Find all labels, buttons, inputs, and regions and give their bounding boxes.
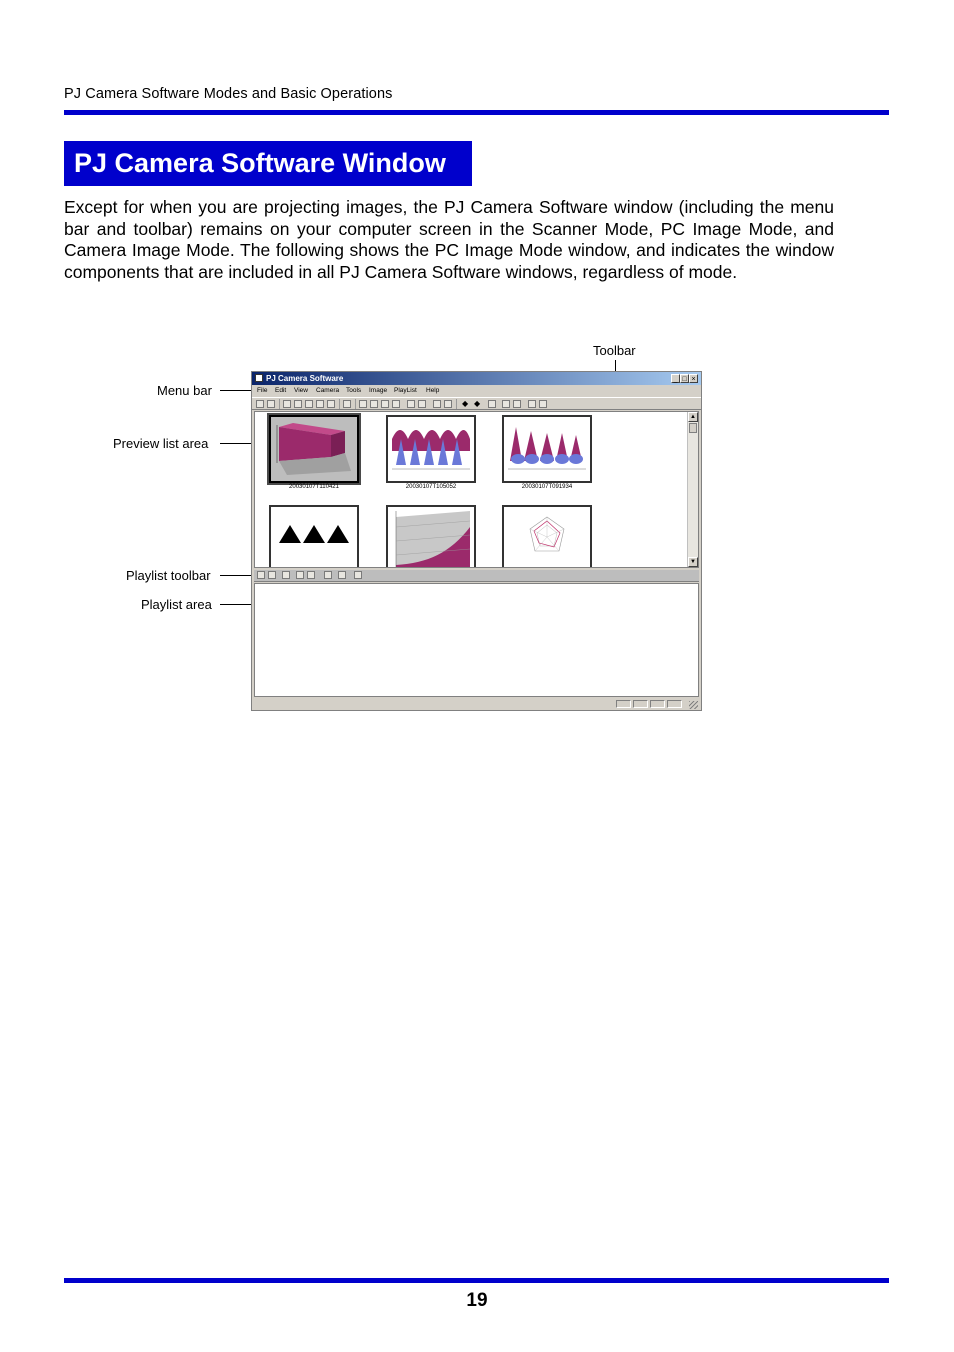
thumbnail-2-caption: 20030107T105052: [405, 484, 457, 490]
crop-icon[interactable]: [433, 400, 441, 408]
save-playlist-icon[interactable]: [282, 571, 290, 579]
pc-image-4-icon[interactable]: [327, 400, 335, 408]
resize-grip-icon[interactable]: [689, 701, 698, 709]
add-image-icon[interactable]: [296, 571, 304, 579]
thumbnail-6[interactable]: [502, 505, 592, 568]
body-paragraph: Except for when you are projecting images, the PJ Camera Software window (including the menu bar and toolbar) remains on your computer screen in the Scanner Mode, PC Image Mode, and Camera Image Mode. The following shows the PC Image Mode window, and indicates the window components that are included in all PJ Camera Software windows, regardless of mode.: [64, 197, 834, 282]
status-panel: [633, 700, 648, 708]
cone-chart-image: [388, 417, 474, 481]
callout-playlist-area: Playlist area: [141, 597, 212, 612]
callout-playlist-toolbar: Playlist toolbar: [126, 568, 211, 583]
move-up-icon[interactable]: [324, 571, 332, 579]
fullscreen-icon[interactable]: [502, 400, 510, 408]
app-window-screenshot: [251, 371, 702, 711]
area-chart-image: [388, 507, 474, 568]
project-icon[interactable]: [488, 400, 496, 408]
status-panel: [650, 700, 665, 708]
maximize-button[interactable]: □: [680, 374, 689, 383]
menu-file[interactable]: File: [257, 387, 268, 394]
thumbnail-1[interactable]: [269, 415, 359, 483]
thumbnail-2[interactable]: [386, 415, 476, 483]
pan-icon[interactable]: [381, 400, 389, 408]
scanner-icon[interactable]: [256, 400, 264, 408]
zoom-out-icon[interactable]: [370, 400, 378, 408]
rotate-left-icon[interactable]: [407, 400, 415, 408]
close-button[interactable]: ×: [689, 374, 698, 383]
callout-toolbar: Toolbar: [593, 343, 636, 358]
main-toolbar: [252, 397, 701, 410]
pc-image-3-icon[interactable]: [316, 400, 324, 408]
menu-help[interactable]: Help: [426, 387, 440, 394]
running-head: PJ Camera Software Modes and Basic Operations: [64, 86, 393, 102]
new-playlist-icon[interactable]: [257, 571, 265, 579]
preview-list-area[interactable]: [254, 411, 699, 568]
menu-bar: [252, 385, 701, 397]
pc-image-icon[interactable]: [294, 400, 302, 408]
window-title-bar[interactable]: [252, 372, 701, 385]
open-playlist-icon[interactable]: [268, 571, 276, 579]
fit-icon[interactable]: [392, 400, 400, 408]
thumbnail-5[interactable]: [386, 505, 476, 568]
toolbar-separator: [279, 399, 280, 409]
status-bar: [252, 698, 701, 710]
scroll-up-arrow-icon[interactable]: ▲: [688, 412, 698, 422]
menu-view[interactable]: View: [294, 387, 308, 394]
thumbnail-3-caption: 20030107T091934: [521, 484, 573, 490]
app-icon: [255, 374, 263, 382]
scroll-thumb[interactable]: [689, 423, 697, 433]
section-title: PJ Camera Software Window: [64, 141, 472, 186]
playlist-area[interactable]: [254, 583, 699, 697]
status-panel: [616, 700, 631, 708]
open-icon[interactable]: [283, 400, 291, 408]
remove-image-icon[interactable]: [307, 571, 315, 579]
footer-rule: [64, 1278, 889, 1283]
page-number: 19: [466, 1290, 488, 1311]
adjust-icon[interactable]: [444, 400, 452, 408]
previous-icon[interactable]: ◆: [462, 399, 469, 408]
toolbar-separator: [456, 399, 457, 409]
menu-camera[interactable]: Camera: [316, 387, 340, 394]
save-icon[interactable]: [343, 400, 351, 408]
header-rule: [64, 110, 889, 115]
thumbnail-1-caption: 20030107T110421: [289, 484, 339, 490]
menu-image[interactable]: Image: [369, 387, 388, 394]
triangles-image: [271, 507, 357, 568]
next-icon[interactable]: ◆: [474, 399, 481, 408]
scroll-down-arrow-icon[interactable]: ▼: [688, 557, 698, 567]
camera-icon[interactable]: [267, 400, 275, 408]
pc-image-2-icon[interactable]: [305, 400, 313, 408]
slideshow-icon[interactable]: [528, 400, 536, 408]
play-playlist-icon[interactable]: [354, 571, 362, 579]
minimize-button[interactable]: _: [671, 374, 680, 383]
rotate-right-icon[interactable]: [418, 400, 426, 408]
radar-chart-image: [504, 507, 590, 568]
window-title: PJ Camera Software: [266, 374, 344, 383]
playlist-toolbar: [254, 570, 699, 582]
callout-menu-bar: Menu bar: [157, 383, 212, 398]
menu-edit[interactable]: Edit: [275, 387, 287, 394]
status-panel: [667, 700, 682, 708]
settings-icon[interactable]: [513, 400, 521, 408]
preview-scrollbar[interactable]: [687, 412, 698, 567]
move-down-icon[interactable]: [338, 571, 346, 579]
thumbnail-4[interactable]: [269, 505, 359, 568]
toolbar-separator: [339, 399, 340, 409]
cone-chart-2-image: [504, 417, 590, 481]
thumbnail-3[interactable]: [502, 415, 592, 483]
3d-area-chart-image: [271, 417, 357, 481]
menu-tools[interactable]: Tools: [346, 387, 362, 394]
zoom-in-icon[interactable]: [359, 400, 367, 408]
toolbar-separator: [355, 399, 356, 409]
callout-preview-list-area: Preview list area: [113, 436, 209, 451]
tools-icon[interactable]: [539, 400, 547, 408]
menu-playlist[interactable]: PlayList: [394, 387, 417, 394]
